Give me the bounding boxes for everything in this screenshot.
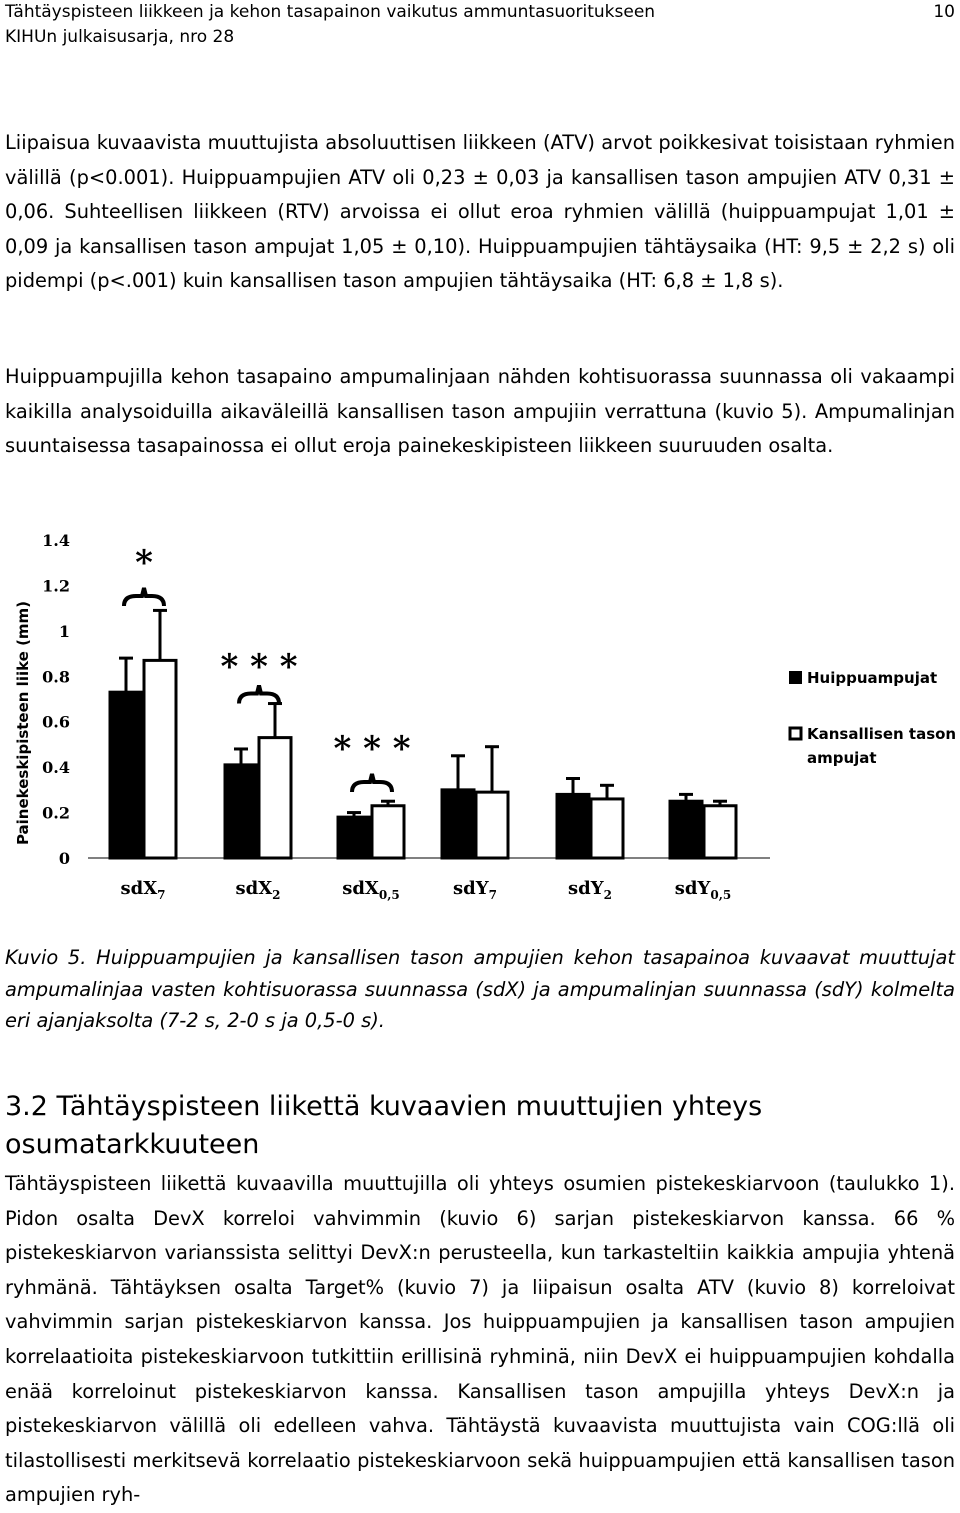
y-tick-label: 0.4	[42, 758, 70, 778]
header-title: Tähtäyspisteen liikkeen ja kehon tasapainon vaikutus ammuntasuoritukseen	[5, 2, 656, 22]
bar-huippuampujat-2	[338, 817, 370, 858]
figure-caption: Kuvio 5. Huippuampujien ja kansallisen tason ampujien kehon tasapainoa kuvaavat muuttujat ampumalinjaa vasten kohtisuorassa suunnassa (sdX) ja ampumalinjan suunnassa (sdY) kolmelta eri ajanjaksolta (7-2 s, 2-0 s ja 0,5-0 s).	[5, 946, 955, 1032]
bar-chart	[0, 524, 960, 924]
y-tick-label: 0.8	[42, 667, 70, 687]
legend-swatch-kansallisen	[790, 728, 801, 739]
legend-label-kansallisen-2: ampujat	[807, 749, 877, 767]
legend-swatch-huippuampujat	[790, 672, 801, 683]
bar-huippuampujat-1	[225, 765, 257, 858]
bar-huippuampujat-4	[557, 794, 589, 858]
running-header	[5, 0, 955, 50]
legend-label-kansallisen-1: Kansallisen tason	[807, 725, 957, 743]
significance-bracket	[352, 774, 392, 792]
significance-stars: * * *	[220, 647, 298, 687]
y-axis-title: Painekeskipisteen liike (mm)	[14, 600, 32, 846]
bar-kansallisen-4	[591, 799, 623, 858]
x-tick-label: sdY$_2$	[568, 878, 612, 902]
significance-bracket	[239, 686, 279, 704]
header-series: KIHUn julkaisusarja, nro 28	[5, 27, 235, 47]
bar-kansallisen-5	[704, 806, 736, 858]
bar-kansallisen-3	[476, 792, 508, 858]
y-tick-label: 0	[58, 849, 70, 868]
bar-kansallisen-2	[372, 806, 404, 858]
x-tick-label: sdY$_7$	[453, 878, 497, 902]
x-tick-label: sdX$_7$	[120, 878, 166, 902]
bar-kansallisen-1	[259, 738, 291, 858]
significance-stars: *	[135, 543, 153, 583]
section-heading: 3.2 Tähtäyspisteen liikettä kuvaavien muuttujien yhteys osumatarkkuuteen	[5, 1091, 763, 1160]
significance-stars: * * *	[333, 729, 411, 769]
significance-bracket	[124, 588, 164, 606]
y-tick-label: 1	[58, 621, 70, 641]
x-tick-label: sdY$_{0,5}$	[674, 878, 732, 902]
y-tick-label: 0.6	[42, 712, 70, 732]
y-tick-label: 1.4	[42, 531, 70, 550]
paragraph-2: Huippuampujilla kehon tasapaino ampumalinjaan nähden kohtisuorassa suunnassa oli vakaampi kaikilla analysoiduilla aikaväleillä kansallisen tason ampujiin verrattuna (kuvio 5). Ampumalinjan suuntaisessa tasapainossa ei ollut eroja painekeskipisteen liikkeen suuruuden osalta.	[5, 365, 955, 458]
x-tick-label: sdX$_{0,5}$	[342, 878, 400, 902]
page-number: 10	[933, 2, 955, 22]
bar-huippuampujat-3	[442, 790, 474, 858]
bar-huippuampujat-0	[110, 692, 142, 858]
y-tick-label: 0.2	[42, 803, 70, 823]
paragraph-1: Liipaisua kuvaavista muuttujista absoluuttisen liikkeen (ATV) arvot poikkesivat toisistaan ryhmien välillä (p<0.001). Huippuampujien ATV oli 0,23 ± 0,03 ja kansallisen tason ampujien ATV 0,31 ± 0,06. Suhteellisen liikkeen (RTV) arvoissa ei ollut eroa ryhmien välillä (huippuampujat 1,01 ± 0,09 ja kansallisen tason ampujat 1,05 ± 0,10). Huippuampujien tähtäysaika (HT: 9,5 ± 2,2 s) oli pidempi (p<.001) kuin kansallisen tason ampujien tähtäysaika (HT: 6,8 ± 1,8 s).	[5, 131, 955, 293]
bar-kansallisen-0	[144, 660, 176, 858]
bar-huippuampujat-5	[670, 801, 702, 858]
legend-label-huippuampujat: Huippuampujat	[807, 669, 938, 687]
paragraph-3: Tähtäyspisteen liikettä kuvaavilla muuttujilla oli yhteys osumien pistekeskiarvoon (taulukko 1). Pidon osalta DevX korreloi vahvimmin (kuvio 6) sarjan pistekeskiarvon kanssa. 66 % pistekeskiarvon varianssista selittyi DevX:n perusteella, kun tarkasteltiin kaikkia ampujia yhtenä ryhmänä. Tähtäyksen osalta Target% (kuvio 7) ja liipaisun osalta ATV (kuvio 8) korreloivat vahvimmin sarjan pistekeskiarvon kanssa. Jos huippuampujien ja kansallisen tason ampujien korrelaatioita pistekeskiarvoon tutkittiin erillisinä ryhminä, niin DevX ei huippuampujien kohdalla enää korreloinut pistekeskiarvon kanssa. Kansallisen tason ampujilla yhteys DevX:n ja pistekeskiarvon välillä oli edelleen vahva. Tähtäystä kuvaavista muuttujista vain COG:llä oli tilastollisesti merkitsevä korrelaatio pistekeskiarvoon sekä huippuampujien että kansallisen tason ampujien ryh-	[5, 1172, 955, 1507]
x-tick-label: sdX$_2$	[235, 878, 281, 902]
y-tick-label: 1.2	[42, 576, 70, 596]
